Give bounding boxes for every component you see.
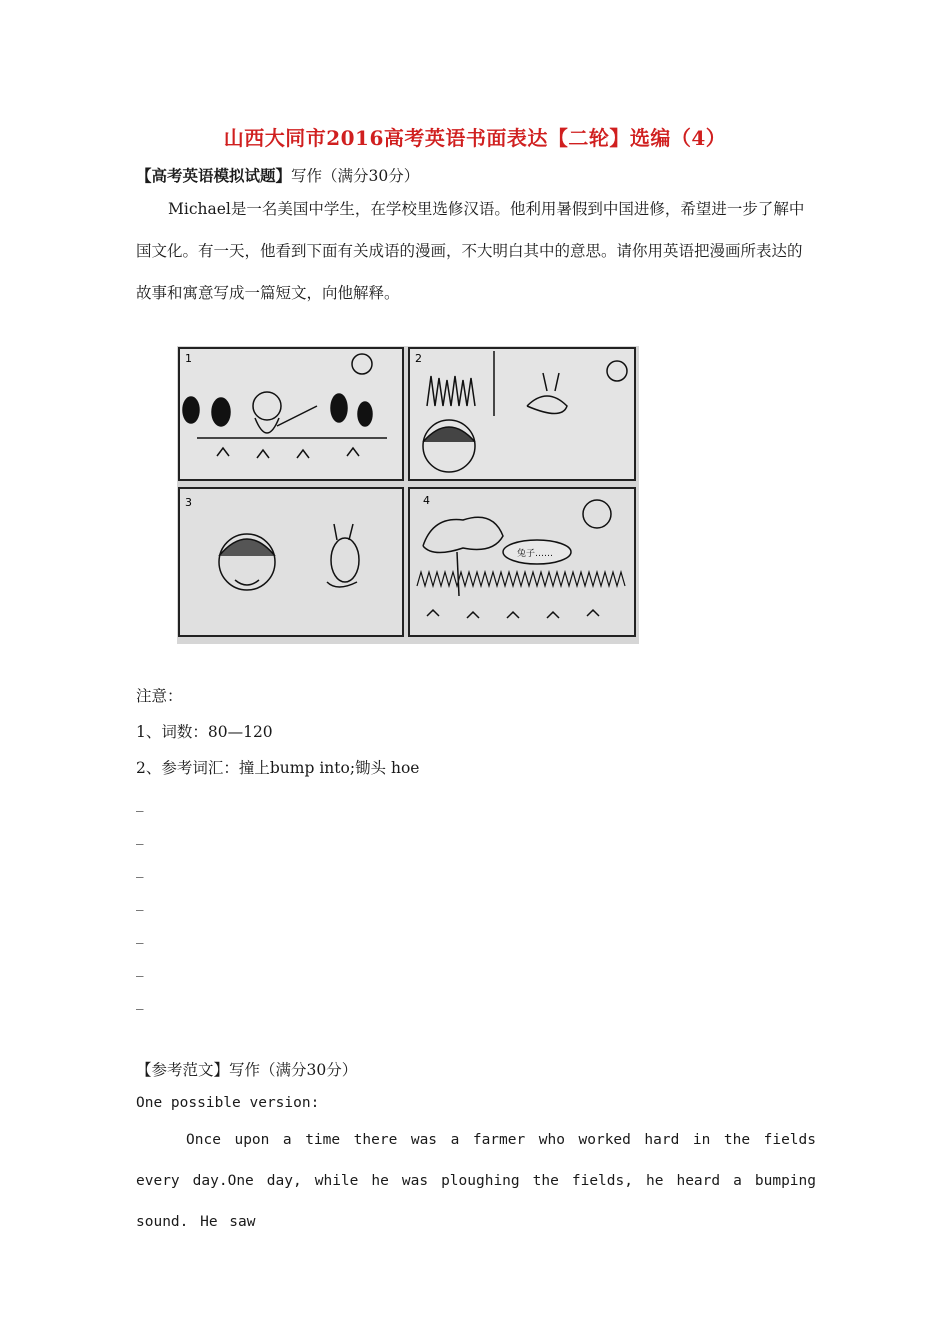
- version-label: One possible version:: [136, 1095, 320, 1111]
- blank-line: _: [136, 926, 144, 944]
- blank-line: _: [136, 992, 144, 1010]
- page-title: 山西大同市2016高考英语书面表达【二轮】选编（4）: [223, 126, 727, 150]
- section2-heading: 【参考范文】写作（满分30分）: [136, 1061, 358, 1079]
- sample-essay: Once upon a time there was a farmer who worked hard in the fields every day.One day, while he was ploughing the fields, he heard a bumping sound. He saw: [136, 1132, 816, 1230]
- note-vocabulary: 2、参考词汇：撞上bump into;锄头 hoe: [136, 759, 420, 777]
- blank-line: _: [136, 893, 144, 911]
- section1-subtitle: 写作（满分30分）: [291, 167, 420, 185]
- section1-heading-line: [136, 164, 419, 186]
- blank-line: _: [136, 860, 144, 878]
- panel-label-3: 3: [185, 496, 192, 509]
- notes-heading: 注意：: [136, 687, 183, 705]
- blank-line: _: [136, 827, 144, 845]
- panel-label-2: 2: [415, 352, 422, 365]
- note-word-count: 1、词数：80—120: [136, 723, 273, 741]
- panel-label-4: 4: [423, 494, 430, 507]
- speech-bubble-text: 兔子……: [517, 549, 554, 559]
- blank-line: _: [136, 959, 144, 977]
- blank-line: _: [136, 794, 144, 812]
- panel-label-1: 1: [185, 352, 192, 365]
- writing-prompt: Michael是一名美国中学生，在学校里选修汉语。他利用暑假到中国进修，希望进一步了解中国文化。有一天，他看到下面有关成语的漫画，不大明白其中的意思。请你用英语把漫画所表达的故事和寓意写成一篇短文，向他解释。: [136, 200, 805, 302]
- comic-image: [177, 346, 639, 644]
- section1-heading: 【高考英语模拟试题】: [136, 166, 292, 185]
